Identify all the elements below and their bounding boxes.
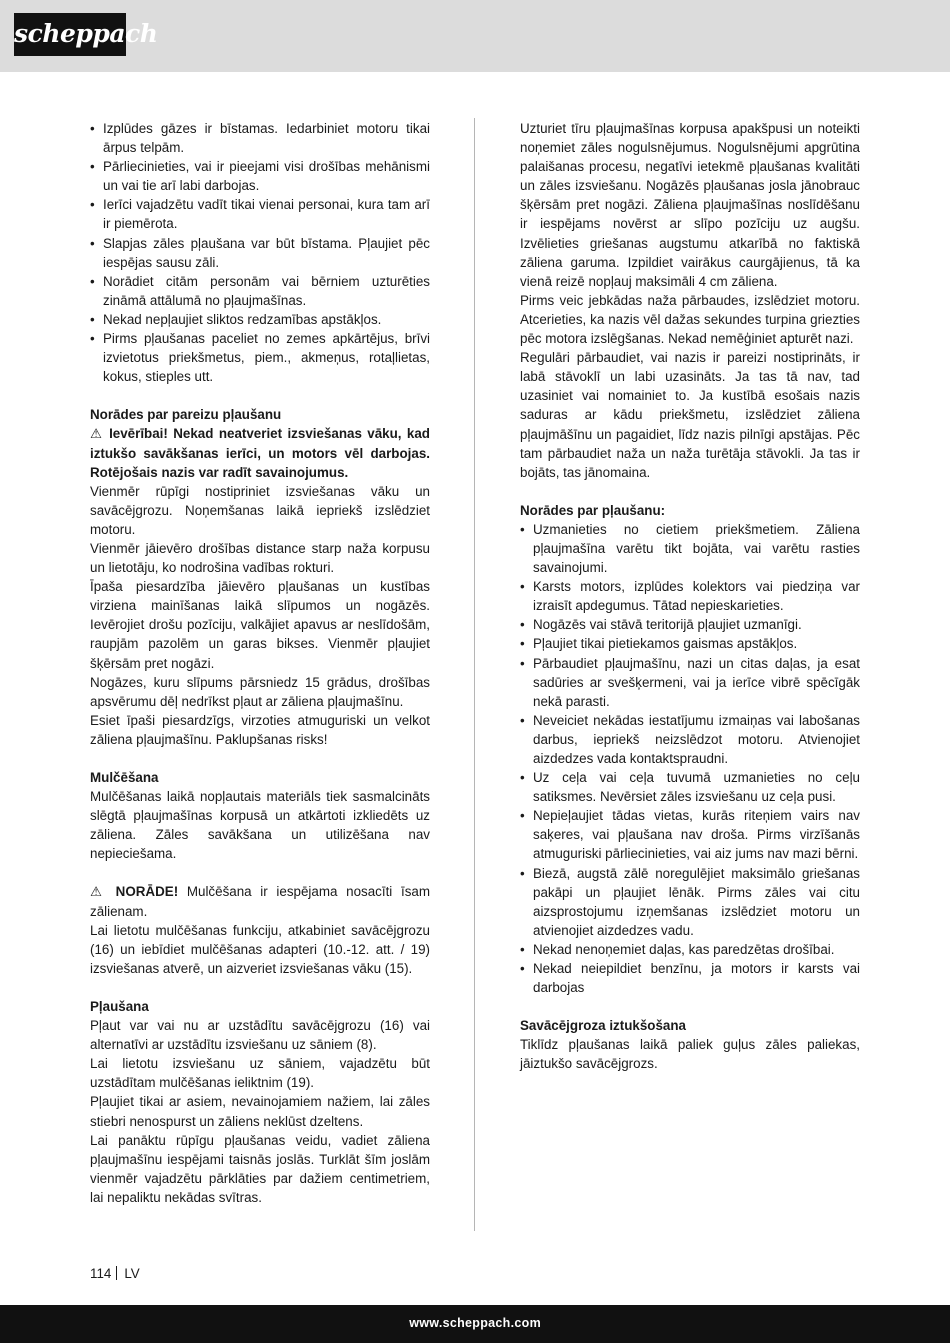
list-item: • Pirms pļaušanas paceliet no zemes apkārtējus, brīvi izvietotus priekšmetus, piem., akmeņus, rotaļlietas, kokus, stieples utt. [90,329,430,386]
paragraph: Lai panāktu rūpīgu pļaušanas veidu, vadiet zāliena pļaujmašīnu iespējami taisnās joslās. Turklāt šīm joslām vienmēr vajadzētu pārklāties par dažiem centimetriem, lai nepaliktu nekādas svītras. [90,1132,430,1205]
paragraph: Lai lietotu mulčēšanas funkciju, atkabiniet savācējgrozu (16) un iebīdiet mulčēšanas adapteri (10.-12. att. / 19) izsviešanas atverē, un aizveriet izsviešanas vāku (15). [90,922,430,976]
list-item: • Neveiciet nekādas iestatījumu izmaiņas vai labošanas darbus, iepriekš neizslēdzot motoru. Atvienojiet aizdedzes vada kontaktspraudni. [520,711,860,768]
warning-triangle-icon: ⚠ [90,426,104,442]
column-divider [474,118,475,1231]
paragraph: Pirms veic jebkādas naža pārbaudes, izslēdziet motoru. Atcerieties, ka nazis vēl dažas sekundes turpina griezties pēc motora izslēgšanas. Nekad nemēģiniet apturēt nazi. [520,292,860,347]
paragraph: Regulāri pārbaudiet, vai nazis ir pareizi nostiprināts, ir labā stāvoklī un labi uzasināts. Ja tas tā nav, tad uzasiniet vai nomainiet to. Ja kustībā esošais nazis saduras ar kādu priekšmetu, izslēdziet zāliena pļaujmāšīnu un pagaidiet, līdz nazis pilnīgi apstājas. Pēc tam pārbaudiet naža un naža turētāja stāvokli. Ja tas ir bojāts, tas jānomaina. [520,350,860,480]
paragraph: Īpaša piesardzība jāievēro pļaušanas un kustības virziena mainīšanas laikā slīpumos un nogāzēs. Ievērojiet drošu pozīciju, valkājiet apavus ar neslīdošām, raupjām pazolēm un garas bikses. Vienmēr pļaujiet šķērsām pret nogāzi. [90,579,430,671]
list-item: • Biezā, augstā zālē noregulējiet maksimālo griešanas pakāpi un pļaujiet lēnāk. Pirms zāles vai citu aizsprostojumu izņemšanas izslēdziet motoru un atvienojiet aizdedzes vadu. [520,864,860,940]
list-item: • Karsts motors, izplūdes kolektors vai piedziņa var izraisīt apdegumus. Tātad nepieskarieties. [520,577,860,615]
list-item: • Nekad nepļaujiet sliktos redzamības apstākļos. [90,310,430,329]
list-item: • Nekad nenoņemiet daļas, kas paredzētas drošībai. [520,940,860,959]
note-paragraph [90,882,430,920]
website-url: www.scheppach.com [409,1316,541,1330]
section-heading-mowing-rules: Norādes par pareizu pļaušanu [90,407,282,423]
paragraph: Pļaujiet tikai ar asiem, nevainojamiem nažiem, lai zāles stiebri nenospurst un zāliens neklūst dzeltens. [90,1094,430,1129]
paragraph: Mulčēšanas laikā nopļautais materiāls tiek sasmalcināts slēgtā pļaujmašīnas korpusā un atkārtoti izkliedēts uz zāliena. Zāles savākšana un utilizēšana nav nepieciešama. [90,789,430,862]
footer-bar [0,1305,950,1343]
page-number [90,1264,140,1283]
section-heading-basket: Savācējgroza iztukšošana [520,1018,686,1034]
list-item: • Izplūdes gāzes ir bīstamas. Iedarbiniet motoru tikai ārpus telpām. [90,119,430,157]
brand-logo: scheppach [14,13,126,56]
paragraph: Lai lietotu izsviešanu uz sāniem, vajadzētu būt uzstādītam mulčēšanas ieliktnim (19). [90,1056,430,1091]
list-item: • Nogāzēs vai stāvā teritorijā pļaujiet uzmanīgi. [520,615,860,634]
right-column [520,119,860,1074]
mowing-notes-list [520,520,860,997]
warning-text: Ievērībai! Nekad neatveriet izsviešanas vāku, kad iztukšo savākšanas ierīci, un motors vēl darbojas. Rotējošais nazis var radīt savainojumus. [90,426,430,480]
warning-paragraph [90,424,430,481]
list-item: • Pļaujiet tikai pietiekamos gaismas apstākļos. [520,634,860,653]
page-number-value: 114 [90,1266,112,1281]
header-bar [0,0,950,72]
list-item: • Ierīci vajadzētu vadīt tikai vienai personai, kura tam arī ir piemērota. [90,195,430,233]
warning-triangle-icon: ⚠ [90,884,107,900]
intro-bullet-list [90,119,430,386]
paragraph: Uzturiet tīru pļaujmašīnas korpusa apakšpusi un noteikti noņemiet zāles nogulsnējumus. Nogulsnējumi apgrūtina palaišanas procesu, negatīvi ietekmē pļaušanas kvalitāti un zāles izsviešanu. Nogāzēs pļaušanas josla jānobrauc šķērsām pret nogāzi. Zāliena pļaujmašīnas noslīdēšanu ir iespējams novērst ar slīpo pozīciju uz augšu. Izvēlieties griešanas augstumu atkarībā no faktiskā zāliena garuma. Izpildiet vairākus caurgājienus, tā ka vienā reizē nopļauj maksimāli 4 cm zāliena. [520,121,860,289]
list-item: • Norādiet citām personām vai bērniem uzturēties zināmā attālumā no pļaujmašīnas. [90,272,430,310]
section-heading-mulching: Mulčēšana [90,770,159,785]
paragraph: Nogāzes, kuru slīpums pārsniedz 15 grādus, drošības apsvērumu dēļ nedrīkst pļaut ar zāliena pļaujmašīnu. [90,674,430,709]
paragraph: Vienmēr jāievēro drošības distance starp naža korpusu un lietotāju, ko nodrošina vadības rokturi. [90,540,430,576]
list-item: • Uz ceļa vai ceļa tuvumā uzmanieties no ceļu satiksmes. Nevērsiet zāles izsviešanu uz ceļa pusi. [520,768,860,806]
paragraph: Vienmēr rūpīgi nostipriniet izsviešanas vāku un savācējgrozu. Noņemšanas laikā iepriekš izslēdziet motoru. [90,483,430,537]
paragraph: Tiklīdz pļaušanas laikā paliek guļus zāles paliekas, jāiztukšo savācējgrozs. [520,1037,860,1072]
paragraph: Pļaut var vai nu ar uzstādītu savācējgrozu (16) vai alternatīvi ar uzstādītu izsviešanu uz sāniem (8). [90,1018,430,1053]
page-separator [116,1266,117,1280]
list-item: • Slapjas zāles pļaušana var būt bīstama. Pļaujiet pēc iespējas sausu zāli. [90,234,430,272]
list-item: • Pārliecinieties, vai ir pieejami visi drošības mehānismi un vai tie arī labi darbojas. [90,157,430,195]
note-text: Mulčēšana ir iespējama nosacīti īsam zālienam. [90,884,430,919]
section-heading-mowing-notes: Norādes par pļaušanu: [520,502,666,518]
language-code: LV [124,1266,140,1281]
left-column [90,119,430,1207]
list-item: • Nepieļaujiet tādas vietas, kurās riteņiem vairs nav saķeres, vai pļaušana nav droša. Pirms virzīšanās atmuguriski pārliecinieties, vai aiz jums nav mazi bērni. [520,806,860,863]
list-item: • Pārbaudiet pļaujmašīnu, nazi un citas daļas, ja esat sadūries ar svešķermeni, vai ja ierīce vibrē spēcīgāk nekā parasti. [520,654,860,711]
list-item: • Uzmanieties no cietiem priekšmetiem. Zāliena pļaujmašīna varētu tikt bojāta, vai varētu rasties savainojumi. [520,520,860,577]
note-label: NORĀDE! [115,884,179,900]
paragraph: Esiet īpaši piesardzīgs, virzoties atmuguriski un velkot zāliena pļaujmašīnu. Paklupšanas risks! [90,712,430,747]
list-item: • Nekad neiepildiet benzīnu, ja motors ir karsts vai darbojas [520,959,860,997]
section-heading-mowing: Pļaušana [90,998,149,1014]
